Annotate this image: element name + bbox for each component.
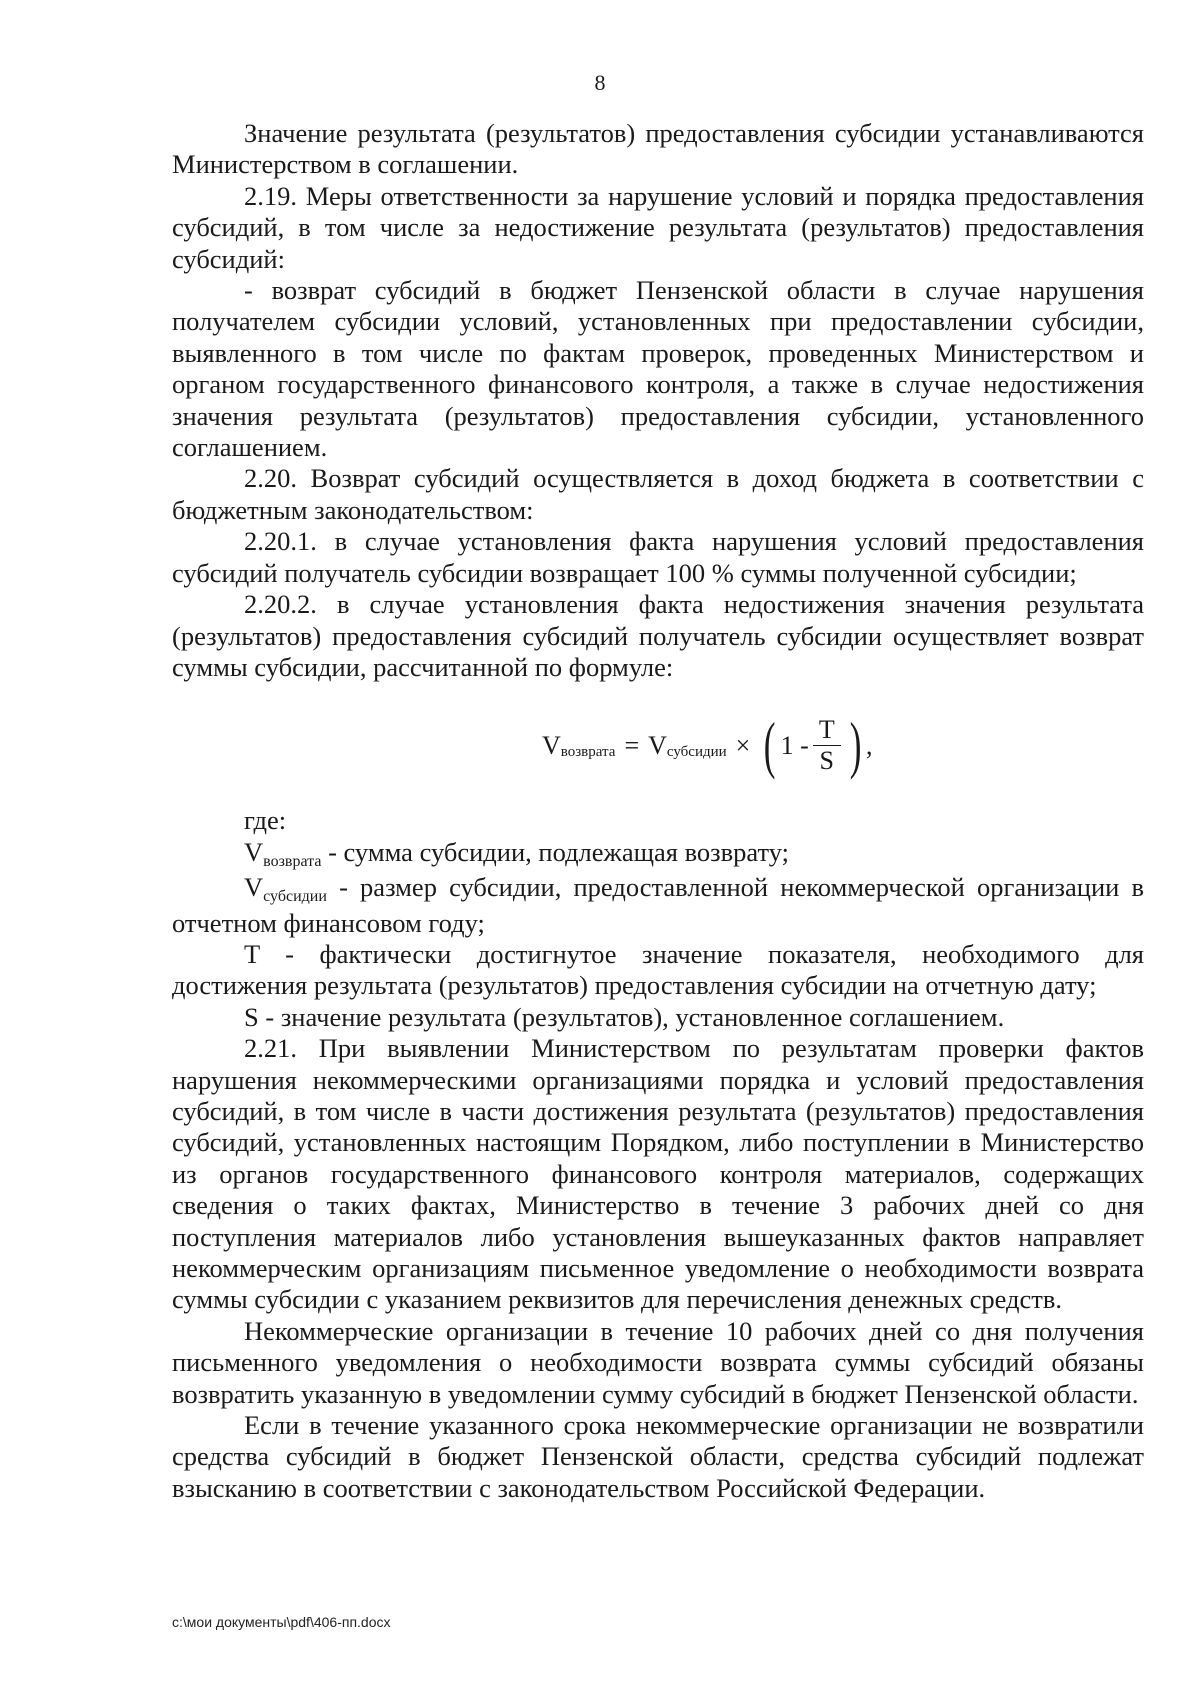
formula-rhs-symbol: V — [648, 730, 667, 760]
def-v-return-subscript: возврата — [263, 852, 322, 870]
page-number: 8 — [594, 70, 606, 95]
paragraph-2-20-2: 2.20.2. в случае установления факта недостижения значения результата (результатов) предоставления субсидий получатель субсидии осуществляет возврат суммы субсидии, рассчитанной по формуле: — [172, 589, 1144, 682]
formula-times: × — [735, 730, 751, 760]
paragraph-2-19: 2.19. Меры ответственности за нарушение условий и порядка предоставления субсидий, в том числе за недостижение результата (результатов) предоставления субсидий: — [172, 180, 1144, 274]
def-v-return-symbol: V — [244, 836, 264, 867]
paragraph-result-value: Значение результата (результатов) предоставления субсидии устанавливаются Министерством в соглашении. — [172, 118, 1144, 180]
formula-close-paren: ) — [849, 709, 862, 781]
def-v-subsidy-subscript: субсидии — [263, 888, 327, 906]
def-v-subsidy-text: - размер субсидии, предоставленной некоммерческой организации в отчетном финансовом году; — [172, 872, 1144, 938]
paragraph-ngo-return: Некоммерческие организации в течение 10 рабочих дней со дня получения письменного уведомления о необходимости возврата суммы субсидий обязаны возвратить указанную в уведомлении сумму субсидий в бюджет Пензенской области. — [172, 1315, 1144, 1409]
formula-open-paren: ( — [764, 709, 776, 781]
paragraph-2-20-1: 2.20.1. в случае установления факта нарушения условий предоставления субсидий получатель субсидии возвращает 100 % суммы полученной субсидии; — [172, 526, 1144, 588]
paragraph-2-20: 2.20. Возврат субсидий осуществляется в доход бюджета в соответствии с бюджетным законодательством: — [172, 463, 1144, 525]
definition-s: S - значение результата (результатов), установленное соглашением. — [244, 1001, 1005, 1032]
formula-rhs-subscript: субсидии — [666, 743, 727, 760]
def-v-return-text: - сумма субсидии, подлежащая возврату; — [321, 836, 789, 867]
formula-lhs-symbol: V — [542, 730, 561, 760]
formula-numerator: T — [813, 716, 841, 746]
formula-equals: = — [624, 730, 640, 760]
document-body — [172, 118, 1144, 1504]
definition-v-subsidy — [172, 872, 1144, 939]
definition-t: T - фактически достигнутое значение показателя, необходимого для достижения результата (результатов) предоставления субсидии на отчетную дату; — [172, 938, 1144, 1001]
definition-v-return — [172, 837, 1144, 872]
def-v-subsidy-symbol: V — [244, 872, 264, 903]
definitions-where: где: — [244, 805, 287, 836]
formula-lhs-subscript: возврата — [560, 743, 616, 760]
footer-file-path: c:\мои документы\pdf\406-пп.docx — [172, 1614, 391, 1630]
return-formula — [172, 701, 1144, 797]
paragraph-2-21: 2.21. При выявлении Министерством по результатам проверки фактов нарушения некоммерческими организациями порядка и условий предоставления субсидий, в том числе в части достижения результата (результатов) предоставления субсидий, установленных настоящим Порядком, либо поступлении в Министерство из органов государственного финансового контроля материалов, содержащих сведения о таких фактах, Министерство в течение 3 рабочих дней со дня поступления материалов либо установления вышеуказанных фактов направляет некоммерческим организациям письменное уведомление о необходимости возврата суммы субсидии с указанием реквизитов для перечисления денежных средств. — [172, 1033, 1144, 1315]
formula-fraction — [813, 716, 841, 775]
formula-trailing-comma: , — [866, 730, 873, 760]
paragraph-recovery: Если в течение указанного срока некоммерческие организации не возвратили средства субсидий в бюджет Пензенской области, средства субсидий подлежат взысканию в соответствии с законодательством Российской Федерации. — [172, 1410, 1144, 1503]
formula-one-minus: 1 - — [780, 730, 809, 760]
formula-denominator: S — [819, 745, 834, 775]
paragraph-return-subsidy: - возврат субсидий в бюджет Пензенской области в случае нарушения получателем субсидии условий, установленных при предоставлении субсидии, выявленного в том числе по фактам проверок, проведенных Министерством и органом государственного финансового контроля, а также в случае недостижения значения результата (результатов) предоставления субсидии, установленного соглашением. — [172, 275, 1144, 463]
